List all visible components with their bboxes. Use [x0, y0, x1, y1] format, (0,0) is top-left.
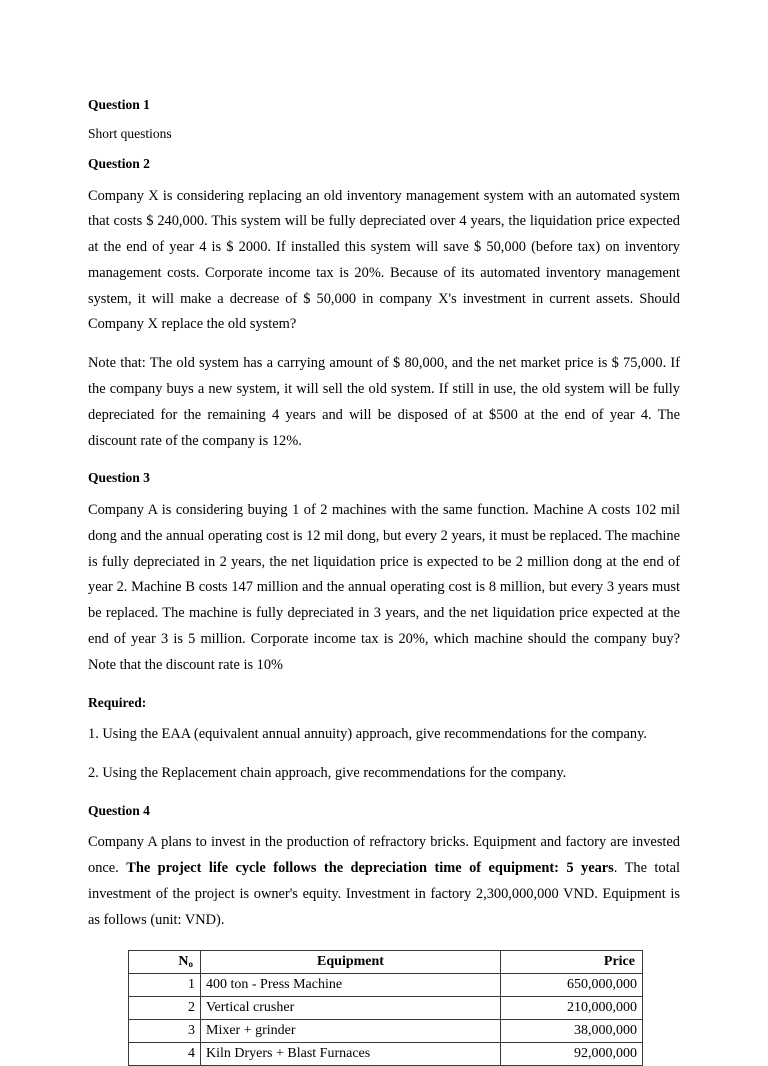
question-4-text-part-1: Company A plans to invest in the production of refractory bricks. Equipment and factory are invested once.: [88, 834, 680, 876]
cell-equipment: 400 ton - Press Machine: [201, 974, 501, 997]
cell-price: 210,000,000: [501, 997, 643, 1020]
heading-question-3: Question 3: [88, 470, 150, 486]
heading-question-2: Question 2: [88, 156, 150, 171]
column-header-equipment: Equipment: [201, 951, 501, 974]
cell-price: 38,000,000: [501, 1020, 643, 1043]
table-row: [129, 1043, 643, 1066]
question-4-emphasis: The project life cycle follows the depreciation time of equipment: 5 years: [126, 859, 614, 876]
required-item-1: 1. Using the EAA (equivalent annual annuity) approach, give recommendations for the company.: [88, 726, 647, 743]
heading-required: Required:: [88, 694, 147, 710]
table-row: [129, 1020, 643, 1043]
table-row: [129, 974, 643, 997]
column-header-price: Price: [501, 951, 643, 974]
document-content: [88, 98, 680, 1066]
cell-no: 3: [129, 1020, 201, 1043]
equipment-table-body: [129, 974, 643, 1066]
question-3-paragraph-1: Company A is considering buying 1 of 2 machines with the same function. Machine A costs 102 mil dong and the annual operating cost is 12 mil dong, but every 2 years, it must be replaced. The machine is fully depreciated in 2 years, the net liquidation price is expected to be 2 million dong at the end of year 2. Machine B costs 147 million and the annual operating cost is 8 million, but every 3 years must be replaced. The machine is fully depreciated in 3 years, and the net liquidation price expected at the end of year 3 is 5 million. Corporate income tax is 20%, which machine should the company buy? Note that the discount rate is 10%: [88, 501, 680, 673]
question-4-paragraph: [88, 830, 680, 933]
cell-price: 650,000,000: [501, 974, 643, 997]
cell-no: 1: [129, 974, 201, 997]
question-2-paragraph-1: Company X is considering replacing an old inventory management system with an automated system that costs $ 240,000. This system will be fully depreciated over 4 years, the liquidation price expected at the end of year 4 is $ 2000. If installed this system will save $ 50,000 (before tax) on inventory management costs. Corporate income tax is 20%. Because of its automated inventory management system, it will make a decrease of $ 50,000 in company X's investment in current assets. Should Company X replace the old system?: [88, 187, 680, 333]
equipment-table: [128, 950, 643, 1066]
cell-no: 2: [129, 997, 201, 1020]
column-header-no: [129, 951, 201, 974]
required-item-2: 2. Using the Replacement chain approach, give recommendations for the company.: [88, 764, 567, 781]
equipment-table-wrapper: [88, 950, 680, 1066]
cell-equipment: Mixer + grinder: [201, 1020, 501, 1043]
question-1-body: Short questions: [88, 125, 172, 141]
column-header-no-subscript: o: [188, 958, 193, 969]
cell-no: 4: [129, 1043, 201, 1066]
question-4-text-part-2: . The total investment of the project is owner's equity. Investment in factory 2,300,000,000 VND. Equipment is as follows (unit: VND).: [88, 859, 681, 928]
cell-equipment: Kiln Dryers + Blast Furnaces: [201, 1043, 501, 1066]
heading-question-1: Question 1: [88, 97, 150, 112]
table-header-row: [129, 951, 643, 974]
column-header-no-label: N: [178, 953, 189, 969]
question-2-paragraph-2: Note that: The old system has a carrying amount of $ 80,000, and the net market price is $ 75,000. If the company buys a new system, it will sell the old system. If still in use, the old system will be fully depreciated for the remaining 4 years and will be disposed of at $500 at the end of year 4. The discount rate of the company is 12%.: [88, 355, 680, 449]
equipment-table-head: [129, 951, 643, 974]
table-row: [129, 997, 643, 1020]
cell-equipment: Vertical crusher: [201, 997, 501, 1020]
cell-price: 92,000,000: [501, 1043, 643, 1066]
heading-question-4: Question 4: [88, 802, 150, 818]
